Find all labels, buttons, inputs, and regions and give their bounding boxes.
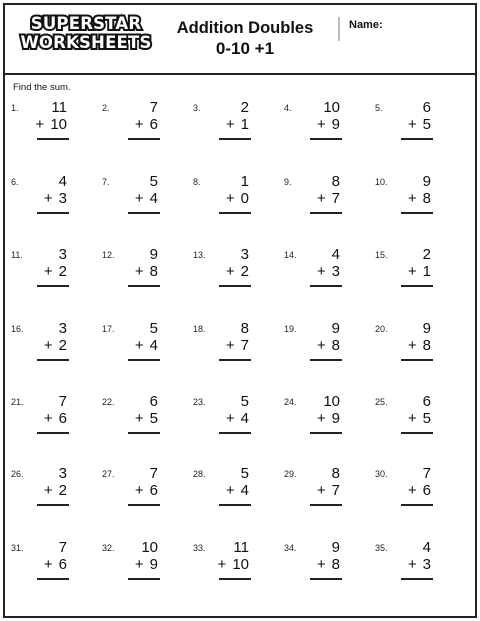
plus-operator: +	[407, 556, 417, 573]
problem-34	[284, 539, 354, 599]
addend-bottom: 3	[422, 556, 431, 573]
addend-top: 1	[240, 173, 249, 190]
addend-bottom-row	[226, 116, 249, 133]
problem-number: 31.	[11, 543, 24, 553]
addend-bottom-row	[317, 482, 340, 499]
plus-operator: +	[407, 263, 417, 280]
plus-operator: +	[134, 190, 144, 207]
plus-operator: +	[134, 410, 144, 427]
addend-bottom: 2	[58, 263, 67, 280]
problem-16	[11, 320, 81, 380]
problem-4	[284, 99, 354, 159]
addend-bottom-row	[408, 482, 431, 499]
problem-28	[193, 465, 263, 525]
problem-number: 19.	[284, 324, 297, 334]
addend-top: 3	[58, 246, 67, 263]
addend-bottom-row	[317, 410, 340, 427]
problem-35	[375, 539, 445, 599]
addend-bottom: 3	[58, 190, 67, 207]
brand-logo	[14, 14, 158, 58]
addend-bottom-row	[408, 337, 431, 354]
addend-bottom: 8	[422, 190, 431, 207]
addend-top: 7	[422, 465, 431, 482]
problem-21	[11, 393, 81, 453]
answer-line[interactable]	[219, 138, 251, 140]
addend-bottom: 4	[149, 190, 158, 207]
plus-operator: +	[43, 482, 53, 499]
header-divider	[338, 17, 340, 41]
problem-18	[193, 320, 263, 380]
answer-line[interactable]	[219, 432, 251, 434]
addend-top: 5	[149, 173, 158, 190]
answer-line[interactable]	[37, 432, 69, 434]
addend-bottom-row	[226, 410, 249, 427]
problem-number: 18.	[193, 324, 206, 334]
answer-line[interactable]	[401, 359, 433, 361]
plus-operator: +	[43, 190, 53, 207]
addend-bottom-row	[44, 410, 67, 427]
addend-bottom: 6	[149, 482, 158, 499]
addend-top: 6	[422, 99, 431, 116]
problem-number: 8.	[193, 177, 201, 187]
worksheet-title	[165, 19, 325, 59]
addend-bottom-row	[408, 410, 431, 427]
plus-operator: +	[407, 337, 417, 354]
addend-bottom: 0	[240, 190, 249, 207]
addend-bottom: 6	[422, 482, 431, 499]
plus-operator: +	[316, 556, 326, 573]
addend-bottom-row	[135, 337, 158, 354]
addend-top: 10	[141, 539, 158, 556]
problem-6	[11, 173, 81, 233]
addend-bottom: 10	[232, 556, 249, 573]
problem-9	[284, 173, 354, 233]
answer-line[interactable]	[37, 212, 69, 214]
addend-bottom: 9	[331, 410, 340, 427]
problem-29	[284, 465, 354, 525]
problem-number: 4.	[284, 103, 292, 113]
problem-14	[284, 246, 354, 306]
answer-line[interactable]	[128, 138, 160, 140]
answer-line[interactable]	[37, 578, 69, 580]
addend-bottom-row	[317, 190, 340, 207]
addend-bottom: 6	[58, 556, 67, 573]
addend-bottom: 3	[331, 263, 340, 280]
addend-top: 3	[58, 465, 67, 482]
problem-number: 34.	[284, 543, 297, 553]
addend-bottom-row	[135, 190, 158, 207]
plus-operator: +	[43, 410, 53, 427]
addend-top: 7	[58, 393, 67, 410]
addend-bottom-row	[218, 556, 249, 573]
addend-bottom: 5	[422, 410, 431, 427]
answer-line[interactable]	[401, 212, 433, 214]
answer-line[interactable]	[401, 504, 433, 506]
plus-operator: +	[43, 337, 53, 354]
answer-line[interactable]	[401, 432, 433, 434]
plus-operator: +	[134, 116, 144, 133]
problem-number: 11.	[11, 250, 23, 260]
answer-line[interactable]	[128, 359, 160, 361]
answer-line[interactable]	[128, 212, 160, 214]
plus-operator: +	[407, 116, 417, 133]
problem-30	[375, 465, 445, 525]
addend-bottom: 4	[240, 482, 249, 499]
problem-32	[102, 539, 172, 599]
answer-line[interactable]	[37, 504, 69, 506]
answer-line[interactable]	[401, 138, 433, 140]
plus-operator: +	[134, 337, 144, 354]
answer-line[interactable]	[128, 504, 160, 506]
addend-bottom: 9	[149, 556, 158, 573]
addend-top: 11	[233, 539, 249, 556]
title-sub: 0-10 +1	[215, 39, 275, 58]
answer-line[interactable]	[219, 285, 251, 287]
addend-bottom: 8	[331, 337, 340, 354]
plus-operator: +	[43, 263, 53, 280]
problem-number: 33.	[193, 543, 206, 553]
plus-operator: +	[316, 410, 326, 427]
problem-23	[193, 393, 263, 453]
problem-number: 22.	[102, 397, 115, 407]
addend-bottom-row	[135, 556, 158, 573]
addend-top: 4	[58, 173, 67, 190]
problem-1	[11, 99, 81, 159]
addend-top: 8	[331, 465, 340, 482]
plus-operator: +	[225, 410, 235, 427]
problem-number: 13.	[193, 250, 206, 260]
problem-number: 24.	[284, 397, 297, 407]
problem-31	[11, 539, 81, 599]
problem-number: 29.	[284, 469, 297, 479]
addend-bottom: 6	[58, 410, 67, 427]
problem-5	[375, 99, 445, 159]
worksheet-header	[5, 5, 475, 75]
problem-22	[102, 393, 172, 453]
addend-top: 8	[240, 320, 249, 337]
addend-bottom: 10	[50, 116, 67, 133]
addend-bottom-row	[317, 263, 340, 280]
addend-bottom: 9	[331, 116, 340, 133]
problem-number: 2.	[102, 103, 110, 113]
title-main: Addition Doubles	[176, 19, 314, 37]
addend-bottom: 2	[240, 263, 249, 280]
problem-number: 21.	[11, 397, 24, 407]
answer-line[interactable]	[310, 578, 342, 580]
plus-operator: +	[134, 556, 144, 573]
addend-top: 9	[422, 320, 431, 337]
plus-operator: +	[407, 410, 417, 427]
addend-bottom-row	[226, 482, 249, 499]
plus-operator: +	[225, 482, 235, 499]
addend-bottom: 8	[422, 337, 431, 354]
problem-number: 17.	[102, 324, 115, 334]
answer-line[interactable]	[310, 212, 342, 214]
addend-bottom-row	[135, 482, 158, 499]
problem-number: 14.	[284, 250, 297, 260]
addend-bottom: 4	[149, 337, 158, 354]
addend-bottom: 1	[422, 263, 431, 280]
problem-number: 20.	[375, 324, 388, 334]
problem-27	[102, 465, 172, 525]
addend-bottom-row	[317, 116, 340, 133]
answer-line[interactable]	[128, 578, 160, 580]
problem-24	[284, 393, 354, 453]
answer-line[interactable]	[219, 212, 251, 214]
addend-bottom: 8	[331, 556, 340, 573]
problem-10	[375, 173, 445, 233]
addend-bottom-row	[226, 190, 249, 207]
logo-text-bottom: WORKSHEETS	[20, 33, 152, 52]
plus-operator: +	[316, 482, 326, 499]
addend-bottom: 8	[149, 263, 158, 280]
problem-20	[375, 320, 445, 380]
addend-top: 3	[58, 320, 67, 337]
answer-line[interactable]	[37, 359, 69, 361]
problem-13	[193, 246, 263, 306]
problem-number: 26.	[11, 469, 24, 479]
addend-bottom-row	[317, 337, 340, 354]
worksheet	[3, 3, 477, 618]
plus-operator: +	[225, 337, 235, 354]
plus-operator: +	[316, 263, 326, 280]
problem-3	[193, 99, 263, 159]
addend-bottom: 4	[240, 410, 249, 427]
plus-operator: +	[316, 116, 326, 133]
answer-line[interactable]	[310, 359, 342, 361]
answer-line[interactable]	[310, 504, 342, 506]
problem-number: 10.	[375, 177, 388, 187]
addend-top: 5	[240, 393, 249, 410]
problem-19	[284, 320, 354, 380]
addend-bottom-row	[36, 116, 67, 133]
addend-bottom: 5	[149, 410, 158, 427]
problem-number: 28.	[193, 469, 206, 479]
addend-bottom: 7	[331, 190, 340, 207]
problem-number: 35.	[375, 543, 388, 553]
addend-top: 2	[240, 99, 249, 116]
addend-top: 11	[51, 99, 67, 116]
addend-top: 2	[422, 246, 431, 263]
problem-25	[375, 393, 445, 453]
problem-number: 15.	[375, 250, 388, 260]
addend-bottom-row	[44, 556, 67, 573]
plus-operator: +	[316, 190, 326, 207]
problem-number: 30.	[375, 469, 388, 479]
addend-top: 8	[331, 173, 340, 190]
addend-bottom: 7	[240, 337, 249, 354]
problem-number: 6.	[11, 177, 19, 187]
instructions: Find the sum.	[13, 82, 71, 93]
addend-bottom: 7	[331, 482, 340, 499]
plus-operator: +	[225, 263, 235, 280]
problem-17	[102, 320, 172, 380]
answer-line[interactable]	[310, 285, 342, 287]
addend-top: 6	[422, 393, 431, 410]
answer-line[interactable]	[37, 285, 69, 287]
answer-line[interactable]	[37, 138, 69, 140]
problem-number: 5.	[375, 103, 383, 113]
problem-26	[11, 465, 81, 525]
answer-line[interactable]	[401, 285, 433, 287]
addend-bottom: 2	[58, 337, 67, 354]
plus-operator: +	[225, 190, 235, 207]
plus-operator: +	[134, 263, 144, 280]
addend-bottom: 2	[58, 482, 67, 499]
plus-operator: +	[407, 190, 417, 207]
problem-number: 32.	[102, 543, 115, 553]
addend-bottom-row	[44, 337, 67, 354]
addend-top: 5	[149, 320, 158, 337]
problem-number: 16.	[11, 324, 24, 334]
addend-bottom: 5	[422, 116, 431, 133]
problem-number: 12.	[102, 250, 115, 260]
plus-operator: +	[35, 116, 45, 133]
addend-bottom-row	[135, 116, 158, 133]
addend-bottom-row	[226, 263, 249, 280]
problem-number: 1.	[11, 103, 19, 113]
addend-top: 7	[149, 465, 158, 482]
plus-operator: +	[225, 116, 235, 133]
addend-top: 9	[331, 539, 340, 556]
addend-top: 4	[331, 246, 340, 263]
addend-bottom: 6	[149, 116, 158, 133]
addend-top: 3	[240, 246, 249, 263]
addend-bottom-row	[408, 556, 431, 573]
name-label: Name:	[349, 19, 383, 31]
problem-number: 23.	[193, 397, 206, 407]
answer-line[interactable]	[128, 285, 160, 287]
addend-top: 6	[149, 393, 158, 410]
addend-bottom-row	[44, 190, 67, 207]
addend-top: 9	[422, 173, 431, 190]
answer-line[interactable]	[219, 504, 251, 506]
addend-top: 4	[422, 539, 431, 556]
problem-number: 9.	[284, 177, 292, 187]
addend-top: 10	[323, 99, 340, 116]
addend-bottom-row	[408, 190, 431, 207]
problem-15	[375, 246, 445, 306]
addend-bottom-row	[135, 410, 158, 427]
addend-top: 10	[323, 393, 340, 410]
plus-operator: +	[134, 482, 144, 499]
addend-bottom-row	[135, 263, 158, 280]
addend-bottom-row	[408, 116, 431, 133]
problem-33	[193, 539, 263, 599]
addend-top: 7	[58, 539, 67, 556]
addend-bottom-row	[44, 482, 67, 499]
problem-2	[102, 99, 172, 159]
answer-line[interactable]	[219, 359, 251, 361]
problem-12	[102, 246, 172, 306]
plus-operator: +	[217, 556, 227, 573]
answer-line[interactable]	[310, 432, 342, 434]
plus-operator: +	[407, 482, 417, 499]
addend-bottom-row	[408, 263, 431, 280]
problem-number: 7.	[102, 177, 110, 187]
addend-top: 7	[149, 99, 158, 116]
problem-11	[11, 246, 81, 306]
problem-number: 27.	[102, 469, 115, 479]
answer-line[interactable]	[401, 578, 433, 580]
addend-bottom-row	[317, 556, 340, 573]
addend-bottom-row	[44, 263, 67, 280]
problem-8	[193, 173, 263, 233]
addend-bottom: 1	[240, 116, 249, 133]
addend-top: 9	[331, 320, 340, 337]
addend-bottom-row	[226, 337, 249, 354]
answer-line[interactable]	[310, 138, 342, 140]
addend-top: 9	[149, 246, 158, 263]
problem-number: 3.	[193, 103, 201, 113]
plus-operator: +	[43, 556, 53, 573]
answer-line[interactable]	[219, 578, 251, 580]
problem-7	[102, 173, 172, 233]
plus-operator: +	[316, 337, 326, 354]
logo-text-top: SUPERSTAR	[30, 14, 142, 33]
answer-line[interactable]	[128, 432, 160, 434]
problem-number: 25.	[375, 397, 388, 407]
addend-top: 5	[240, 465, 249, 482]
